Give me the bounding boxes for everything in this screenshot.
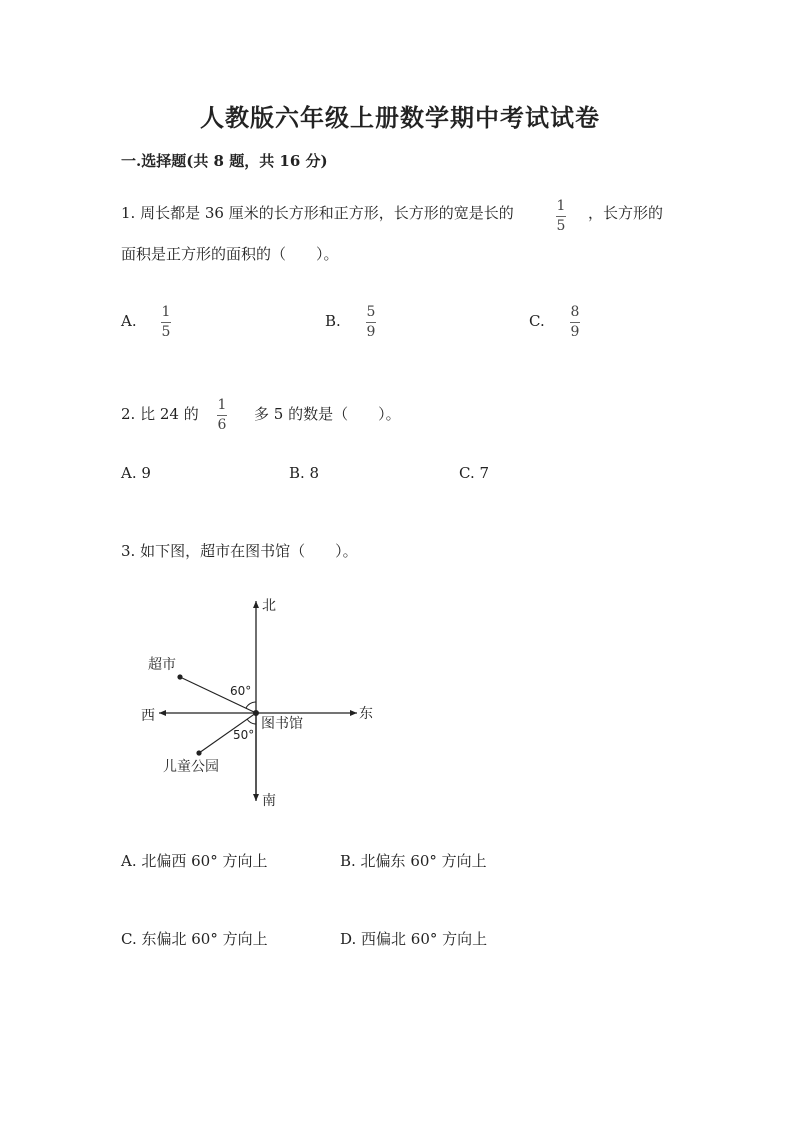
exam-title: 人教版六年级上册数学期中考试试卷 <box>200 103 600 132</box>
q3-option-a[interactable]: A. 北偏西 60° 方向上 <box>121 852 268 870</box>
label-north: 北 <box>262 598 276 614</box>
label-angle-60: 60° <box>230 684 252 698</box>
numerator: 5 <box>366 304 376 320</box>
label-south: 南 <box>262 793 276 809</box>
section-heading: 一.选择题(共 8 题，共 16 分) <box>121 152 328 170</box>
label-west: 西 <box>141 708 155 724</box>
q1-fraction-denominator: 5 <box>556 218 566 234</box>
q2-text-part1: 2. 比 24 的 <box>121 405 199 423</box>
q3-option-d[interactable]: D. 西偏北 60° 方向上 <box>340 930 488 948</box>
q2-fraction-numerator: 1 <box>217 397 227 413</box>
q1-option-c-label[interactable]: C. <box>529 312 545 330</box>
q2-fraction-denominator: 6 <box>217 417 227 433</box>
label-angle-50: 50° <box>233 728 255 742</box>
angle-arc-60 <box>246 702 256 708</box>
library-point <box>253 710 259 716</box>
numerator: 1 <box>161 304 171 320</box>
numerator: 8 <box>570 304 580 320</box>
q1-text-part1: 1. 周长都是 36 厘米的长方形和正方形，长方形的宽是长的 <box>121 204 514 222</box>
denominator: 5 <box>161 324 171 340</box>
label-park: 儿童公园 <box>163 759 219 775</box>
q1-text-part2: ，长方形的 <box>588 204 664 222</box>
q3-text: 3. 如下图，超市在图书馆（ ）。 <box>121 542 358 560</box>
q1-fraction-numerator: 1 <box>556 198 566 214</box>
angle-arc-50 <box>247 719 256 724</box>
label-east: 东 <box>359 706 373 722</box>
label-library: 图书馆 <box>261 716 303 732</box>
supermarket-point <box>177 674 182 679</box>
q1-option-a-label[interactable]: A. <box>121 312 137 330</box>
denominator: 9 <box>570 324 580 340</box>
q2-text-part2: 多 5 的数是（ ）。 <box>254 405 401 423</box>
label-supermarket: 超市 <box>148 657 176 673</box>
q3-option-c[interactable]: C. 东偏北 60° 方向上 <box>121 930 268 948</box>
q2-option-b[interactable]: B. 8 <box>289 464 320 482</box>
q1-text-line2: 面积是正方形的面积的（ ）。 <box>121 245 339 263</box>
q2-option-c[interactable]: C. 7 <box>459 464 490 482</box>
park-point <box>196 750 201 755</box>
q3-option-b[interactable]: B. 北偏东 60° 方向上 <box>340 852 487 870</box>
q2-option-a[interactable]: A. 9 <box>121 464 151 482</box>
denominator: 9 <box>366 324 376 340</box>
q1-option-b-label[interactable]: B. <box>325 312 341 330</box>
